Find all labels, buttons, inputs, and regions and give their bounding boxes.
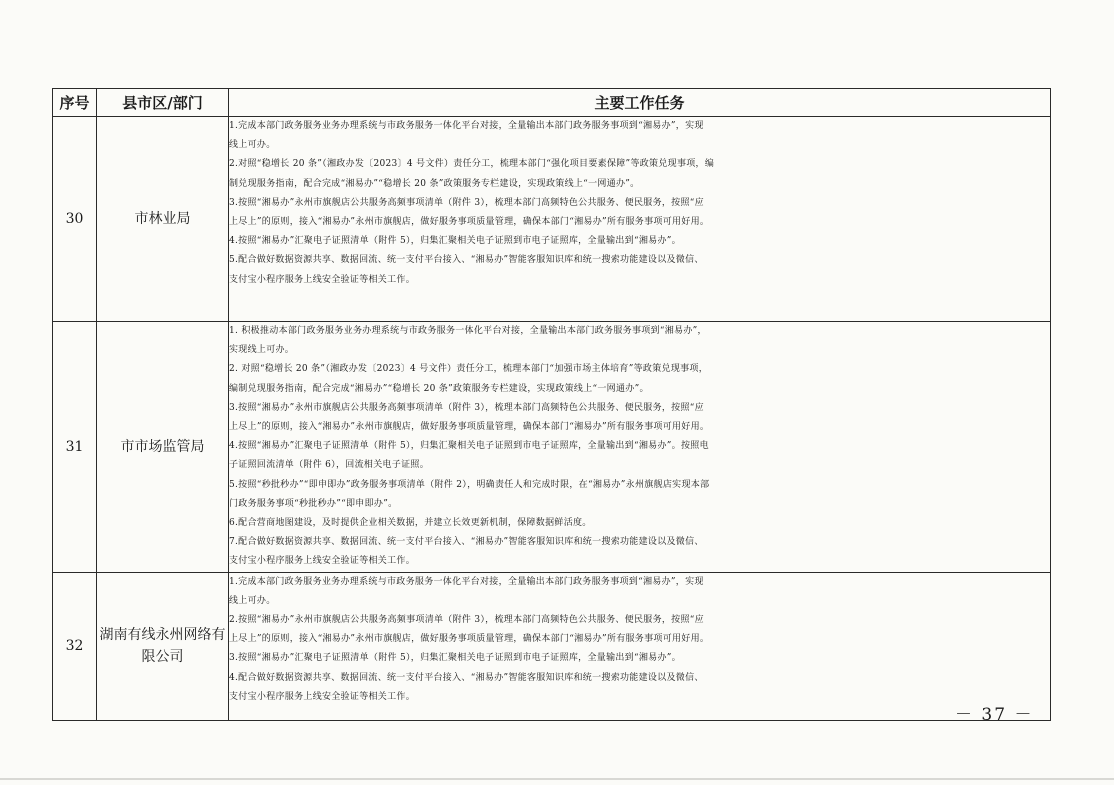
task-line: 1.完成本部门政务服务业务办理系统与市政务服务一体化平台对接，全量输出本部门政务服务事项到“湘易办”，实现 [229, 121, 704, 131]
task-line: 支付宝小程序服务上线安全验证等相关工作。 [229, 274, 416, 285]
row-seq: 32 [53, 572, 97, 720]
task-line: 门政务服务事项“秒批秒办”“即申即办”。 [229, 498, 398, 509]
task-line: 3.按照“湘易办”永州市旗舰店公共服务高频事项清单（附件 3），梳理本部门高频特色公共服务、便民服务，按照“应 [229, 197, 704, 208]
task-line: 3.按照“湘易办”汇聚电子证照清单（附件 5），归集汇聚相关电子证照到市电子证照库，全量输出到“湘易办”。 [229, 653, 681, 664]
header-seq: 序号 [53, 89, 97, 117]
task-line: 4.按照“湘易办”汇聚电子证照清单（附件 5），归集汇聚相关电子证照到市电子证照库，全量输出到“湘易办”。 [229, 236, 681, 247]
row-dept: 湖南有线永州网络有限公司 [97, 572, 229, 720]
task-line: 1.完成本部门政务服务业务办理系统与市政务服务一体化平台对接，全量输出本部门政务服务事项到“湘易办”，实现 [229, 576, 704, 587]
task-line: 5.按照“秒批秒办”“即申即办”政务服务事项清单（附件 2），明确责任人和完成时限，在“湘易办”永州旗舰店实现本部 [229, 479, 710, 490]
task-line: 子证照回流清单（附件 6），回流相关电子证照。 [229, 460, 429, 471]
task-line: 6.配合营商地图建设，及时提供企业相关数据，并建立长效更新机制，保障数据鲜活度。 [229, 518, 592, 529]
row-seq: 31 [53, 322, 97, 573]
task-line: 线上可办。 [229, 140, 276, 151]
task-line: 编制兑现服务指南，配合完成“湘易办”“稳增长 20 条”政策服务专栏建设，实现政策线上“一网通办”。 [229, 383, 649, 394]
task-line: 上尽上”的原则，接入“湘易办”永州市旗舰店，做好服务事项质量管理，确保本部门“湘易办”所有服务事项可用好用。 [229, 634, 710, 645]
task-line: 支付宝小程序服务上线安全验证等相关工作。 [229, 556, 416, 567]
task-line: 2.按照“湘易办”永州市旗舰店公共服务高频事项清单（附件 3），梳理本部门高频特色公共服务、便民服务，按照“应 [229, 615, 704, 626]
task-line: 5.配合做好数据资源共享、数据回流、统一支付平台接入、“湘易办”智能客服知识库和统一搜索功能建设以及微信、 [229, 255, 704, 266]
header-tasks: 主要工作任务 [229, 89, 1051, 117]
task-line: 4.按照“湘易办”汇聚电子证照清单（附件 5），归集汇聚相关电子证照到市电子证照库，全量输出到“湘易办”。按照电 [229, 441, 709, 452]
task-line: 上尽上”的原则，接入“湘易办”永州市旗舰店，做好服务事项质量管理，确保本部门“湘易办”所有服务事项可用好用。 [229, 422, 710, 433]
task-line: 实现线上可办。 [229, 345, 295, 356]
task-line: 4.配合做好数据资源共享、数据回流、统一支付平台接入、“湘易办”智能客服知识库和统一搜索功能建设以及微信、 [229, 672, 704, 683]
task-line: 支付宝小程序服务上线安全验证等相关工作。 [229, 691, 416, 702]
table-body [53, 117, 1051, 721]
row-tasks [229, 322, 1051, 573]
task-line: 1. 积极推动本部门政务服务业务办理系统与市政务服务一体化平台对接，全量输出本部门政务服务事项到“湘易办”， [229, 326, 707, 336]
task-line: 2.对照“稳增长 20 条”（湘政办发〔2023〕4 号文件）责任分工，梳理本部门“强化项目要素保障”等政策兑现事项，编 [229, 159, 715, 170]
table-row [53, 117, 1051, 322]
page-edge-divider [0, 778, 1114, 780]
page-number: － 37 － [955, 705, 1034, 725]
row-dept: 市市场监管局 [97, 322, 229, 573]
row-dept: 市林业局 [97, 117, 229, 322]
task-line: 2. 对照“稳增长 20 条”（湘政办发〔2023〕4 号文件）责任分工，梳理本部门“加强市场主体培育”等政策兑现事项， [229, 364, 709, 375]
table-row [53, 322, 1051, 573]
row-seq: 30 [53, 117, 97, 322]
task-line: 3.按照“湘易办”永州市旗舰店公共服务高频事项清单（附件 3），梳理本部门高频特色公共服务、便民服务，按照“应 [229, 402, 704, 413]
task-line: 制兑现服务指南，配合完成“湘易办”“稳增长 20 条”政策服务专栏建设，实现政策线上“一网通办”。 [229, 178, 640, 189]
header-dept: 县市区/部门 [97, 89, 229, 117]
task-line: 7.配合做好数据资源共享、数据回流、统一支付平台接入、“湘易办”智能客服知识库和统一搜索功能建设以及微信、 [229, 537, 704, 548]
task-line: 线上可办。 [229, 595, 276, 606]
task-line: 上尽上”的原则，接入“湘易办”永州市旗舰店，做好服务事项质量管理，确保本部门“湘易办”所有服务事项可用好用。 [229, 217, 710, 228]
table-header-row [53, 89, 1051, 117]
task-table [52, 88, 1051, 721]
table-row [53, 572, 1051, 720]
row-tasks [229, 572, 1051, 720]
row-tasks [229, 117, 1051, 322]
